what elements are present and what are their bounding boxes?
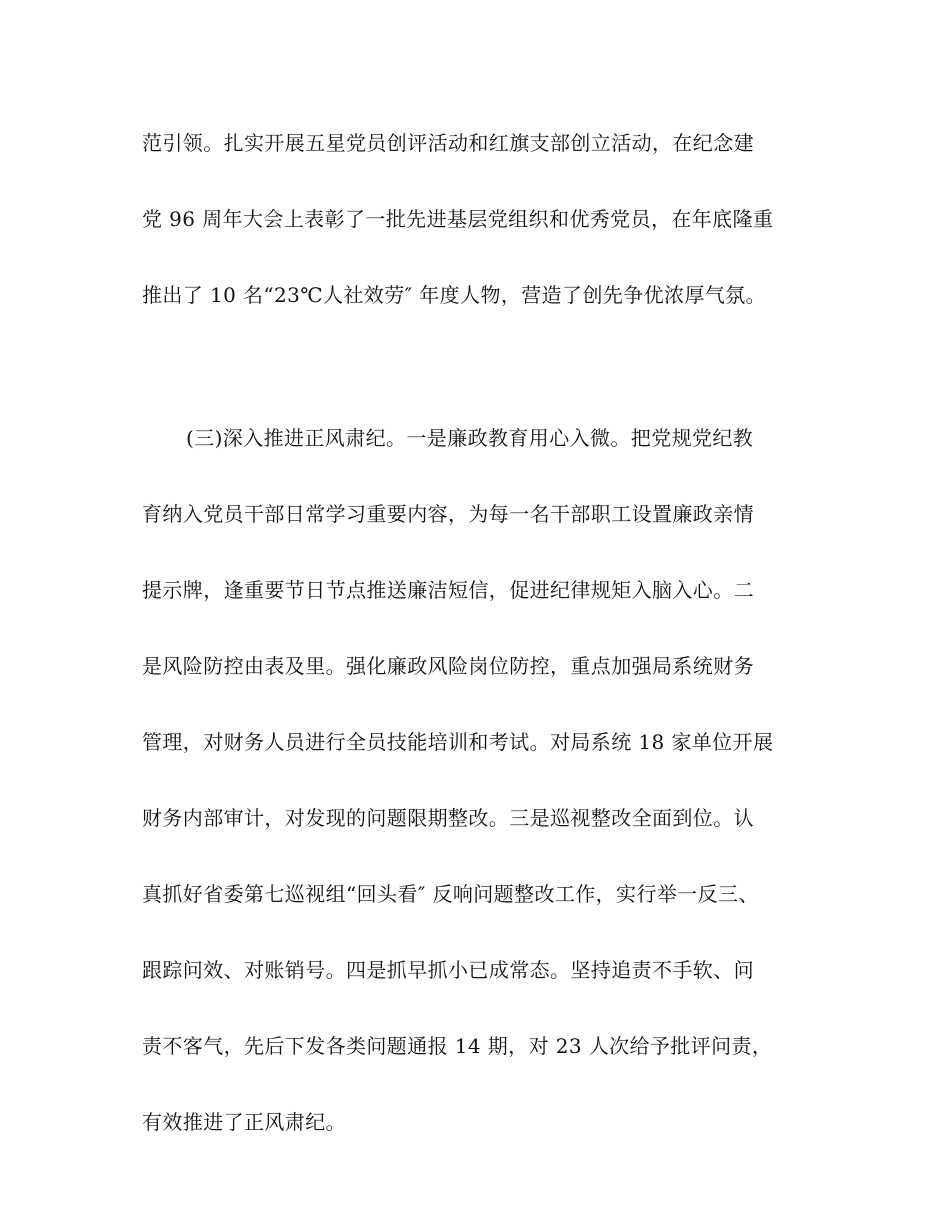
paragraph-1 [142,105,808,333]
text-line: 财务内部审计，对发现的问题限期整改。三是巡视整改全面到位。认 [142,806,754,830]
text-line: 真抓好省委第七巡视组“回头看″ 反响问题整改工作，实行举一反三、 [142,882,759,906]
text-line: 党 96 周年大会上表彰了一批先进基层党组织和优秀党员，在年底隆重 [142,207,774,231]
paragraph-2 [142,400,808,1160]
text-line: 育纳入党员干部日常学习重要内容，为每一名干部职工设置廉政亲情 [142,502,754,526]
text-line: 提示牌，逢重要节日节点推送廉洁短信，促进纪律规矩入脑入心。二 [142,578,754,602]
text-line: 责不客气，先后下发各类问题通报 14 期，对 23 人次给予批评问责， [142,1034,773,1058]
text-line: 管理，对财务人员进行全员技能培训和考试。对局系统 18 家单位开展 [142,730,774,754]
text-line: 有效推进了正风肃纪。 [142,1110,346,1134]
text-line: 跟踪问效、对账销号。四是抓早抓小已成常态。坚持追责不手软、问 [142,958,754,982]
text-line: 是风险防控由表及里。强化廉政风险岗位防控，重点加强局系统财务 [142,654,754,678]
text-line: 范引领。扎实开展五星党员创评活动和红旗支部创立活动，在纪念建 [142,131,754,155]
text-line: 推出了 10 名“23℃人社效劳″ 年度人物，营造了创先争优浓厚气氛。 [142,283,767,307]
text-line: (三)深入推进正风肃纪。一是廉政教育用心入微。把党规党纪教 [186,426,754,450]
